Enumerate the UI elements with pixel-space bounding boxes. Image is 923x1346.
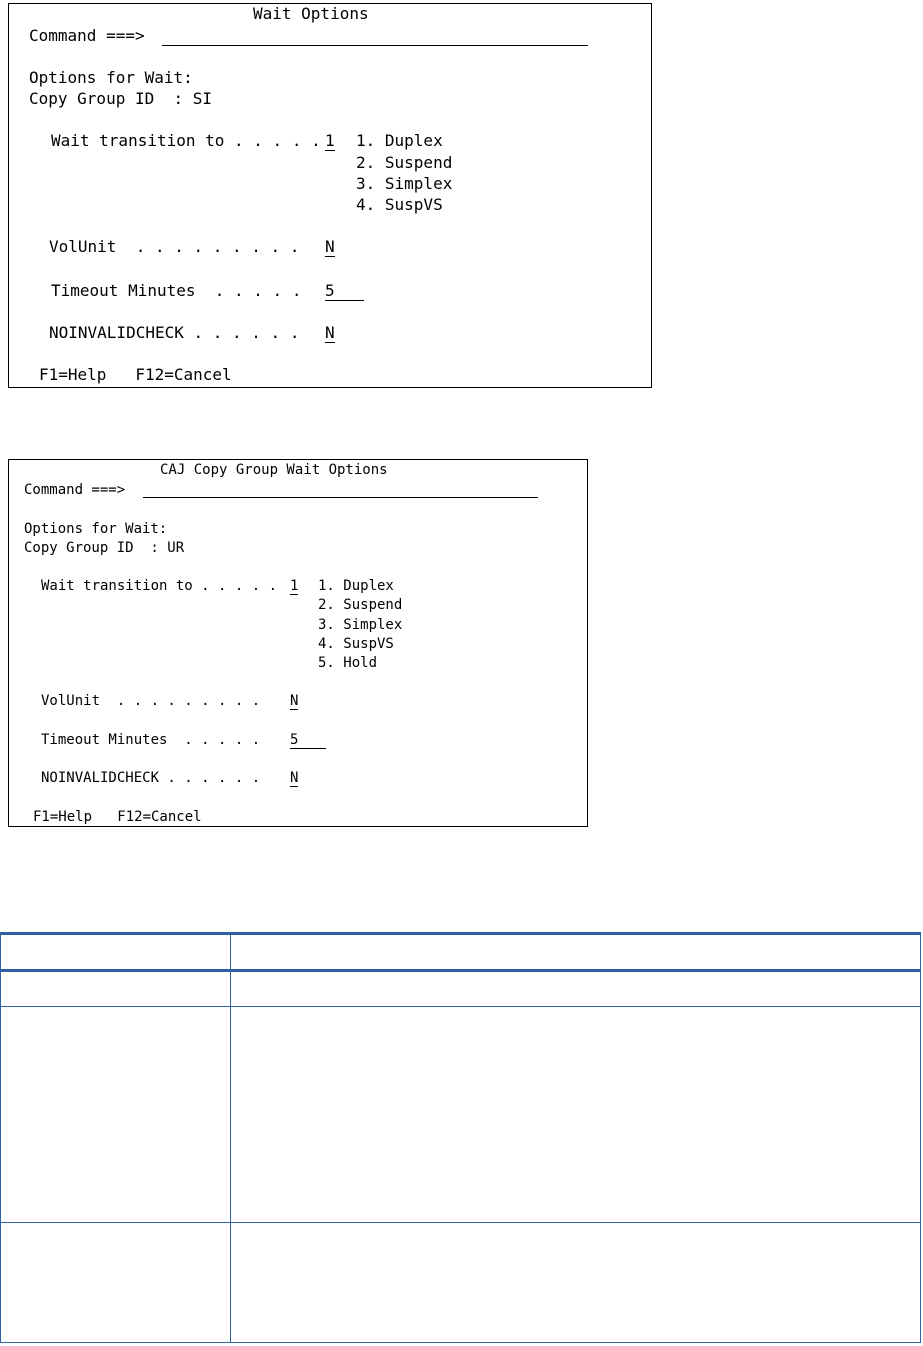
table-left-border xyxy=(0,932,1,1343)
table-right-border xyxy=(920,932,921,1343)
volunit-label: VolUnit . . . . . . . . . xyxy=(49,237,300,256)
table-row-divider xyxy=(0,1222,921,1223)
noinvalidcheck-input[interactable]: N xyxy=(325,323,335,342)
options-heading: Options for Wait: xyxy=(29,68,193,87)
choice-suspvs: 4. SuspVS xyxy=(318,636,394,652)
wait-options-panel xyxy=(8,3,652,388)
caj-wait-options-panel xyxy=(8,459,588,827)
panel-title: CAJ Copy Group Wait Options xyxy=(160,462,388,478)
noinvalidcheck-input[interactable]: N xyxy=(290,770,299,786)
volunit-label: VolUnit . . . . . . . . . xyxy=(41,693,261,709)
choice-suspend: 2. Suspend xyxy=(318,597,403,613)
choice-duplex: 1. Duplex xyxy=(318,578,394,594)
options-heading: Options for Wait: xyxy=(24,521,168,537)
wait-transition-input[interactable]: 1 xyxy=(325,131,335,150)
panel-title: Wait Options xyxy=(253,4,369,23)
command-label: Command ===> xyxy=(24,482,126,498)
table-column-divider xyxy=(230,932,231,1343)
wait-transition-input[interactable]: 1 xyxy=(290,578,299,594)
noinvalidcheck-label: NOINVALIDCHECK . . . . . . xyxy=(41,770,261,786)
wait-transition-label: Wait transition to . . . . . xyxy=(51,131,321,150)
choice-simplex: 3. Simplex xyxy=(356,174,453,193)
copy-group-id: Copy Group ID : UR xyxy=(24,540,185,556)
choice-suspend: 2. Suspend xyxy=(356,153,453,172)
copy-group-id: Copy Group ID : SI xyxy=(29,89,213,108)
choice-hold: 5. Hold xyxy=(318,655,378,671)
volunit-input[interactable]: N xyxy=(290,693,299,709)
choice-duplex: 1. Duplex xyxy=(356,131,443,150)
wait-transition-label: Wait transition to . . . . . xyxy=(41,578,278,594)
table-row-divider xyxy=(0,1006,921,1007)
options-description-table xyxy=(0,932,921,1344)
table-bottom-border xyxy=(0,1342,921,1343)
choice-suspvs: 4. SuspVS xyxy=(356,195,443,214)
timeout-input[interactable]: 5 xyxy=(290,733,326,749)
timeout-label: Timeout Minutes . . . . . xyxy=(51,281,302,300)
noinvalidcheck-label: NOINVALIDCHECK . . . . . . xyxy=(49,323,300,342)
timeout-label: Timeout Minutes . . . . . xyxy=(41,732,261,748)
table-header-row xyxy=(0,935,921,969)
function-keys: F1=Help F12=Cancel xyxy=(39,365,232,384)
timeout-input[interactable]: 5 xyxy=(325,283,364,301)
table-header-divider xyxy=(0,969,921,972)
command-label: Command ===> xyxy=(29,26,145,45)
volunit-input[interactable]: N xyxy=(325,237,335,256)
choice-simplex: 3. Simplex xyxy=(318,617,403,633)
command-input[interactable] xyxy=(162,45,588,46)
function-keys: F1=Help F12=Cancel xyxy=(33,809,202,825)
command-input[interactable] xyxy=(143,497,538,498)
